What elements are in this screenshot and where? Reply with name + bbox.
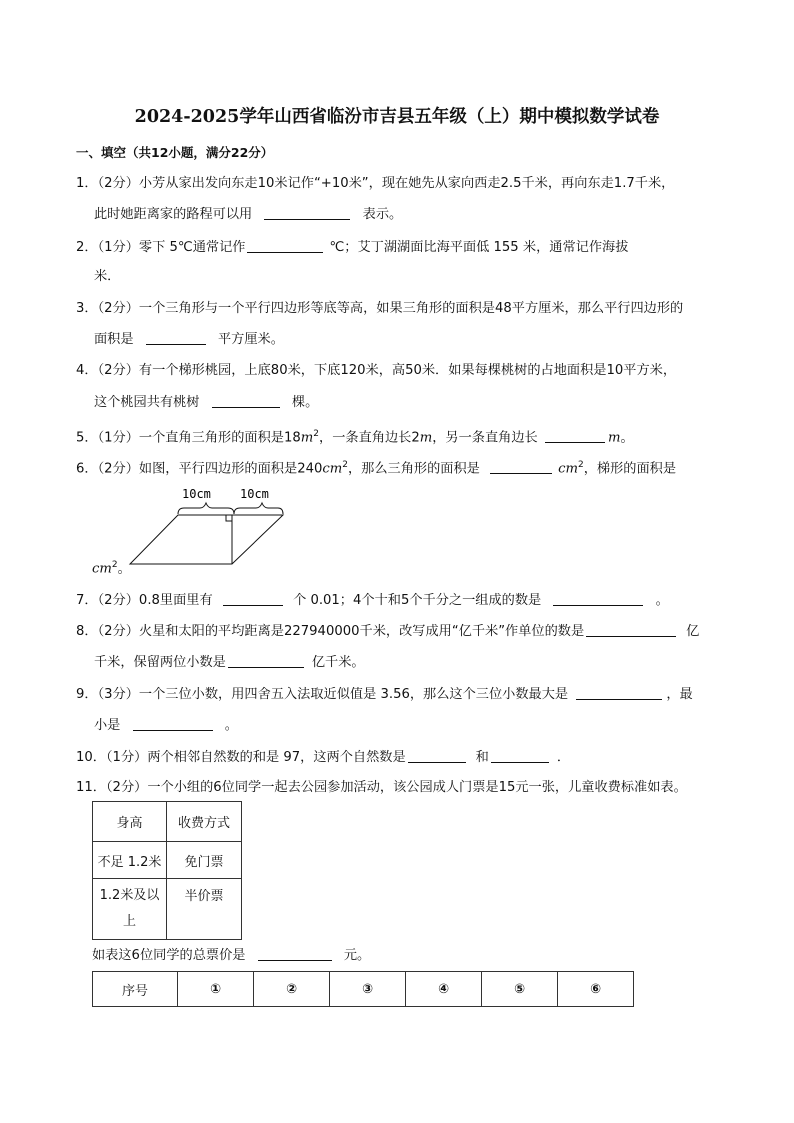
seq-cell: ① xyxy=(178,972,254,1007)
answer-blank[interactable] xyxy=(264,205,350,220)
question-4-line-1: 4．（2分）有一个梯形桃园，上底80米，下底120米，高50米．如果每棵桃树的占地面积是10平方米， xyxy=(76,363,677,378)
right-length-label: 10cm xyxy=(240,487,269,501)
question-3-line-2: 面积是 平方厘米。 xyxy=(94,332,284,347)
answer-blank[interactable] xyxy=(553,591,643,606)
question-9-line-2: 小是 。 xyxy=(94,718,238,733)
fee-table-cell: 1.2米及以上 xyxy=(93,879,167,940)
question-6-line-1: 6．（2分）如图，平行四边形的面积是$240cm^2$，那么三角形的面积是 $cm^2$，梯形的面积是 xyxy=(76,460,677,477)
answer-blank[interactable] xyxy=(491,748,549,763)
left-brace xyxy=(178,503,234,514)
fee-table xyxy=(92,801,242,940)
answer-blank[interactable] xyxy=(146,330,206,345)
question-1-line-2: 此时她距离家的路程可以用 表示。 xyxy=(94,207,403,222)
question-3-line-1: 3．（2分）一个三角形与一个平行四边形等底等高，如果三角形的面积是48平方厘米，那么平行四边形的 xyxy=(76,301,684,316)
answer-blank[interactable] xyxy=(490,459,552,474)
left-length-label: 10cm xyxy=(182,487,211,501)
question-5-line-1: 5．（1分）一个直角三角形的面积是$18m^2$，一条直角边长2m，另一条直角边长 m。 xyxy=(76,429,634,446)
fee-table-header: 收费方式 xyxy=(167,802,242,842)
answer-blank[interactable] xyxy=(212,393,280,408)
question-10-line-1: 10．（1分）两个相邻自然数的和是 97，这两个自然数是 和 ． xyxy=(76,750,571,765)
fee-table-cell: 半价票 xyxy=(167,879,242,940)
seq-cell: ⑥ xyxy=(558,972,634,1007)
question-2-line-1: 2．（1分）零下 5℃通常记作 ℃；艾丁湖湖面比海平面低 155 米，通常记作海拔 xyxy=(76,240,629,255)
question-8-line-2: 千米，保留两位小数是 亿千米。 xyxy=(94,655,365,670)
answer-blank[interactable] xyxy=(228,653,304,668)
right-brace xyxy=(234,503,283,514)
answer-blank[interactable] xyxy=(545,428,605,443)
fee-table-cell: 不足 1.2米 xyxy=(93,842,167,879)
seq-header: 序号 xyxy=(93,972,178,1007)
question-7-line-1: 7．（2分）0.8里面里有 个 0.01；4个十和5个千分之一组成的数是 。 xyxy=(76,593,669,608)
parallelogram-figure xyxy=(126,484,286,574)
question-2-line-2: 米． xyxy=(94,269,121,284)
seq-cell: ⑤ xyxy=(482,972,558,1007)
question-6-line-2: $cm^2$。 xyxy=(92,560,131,577)
question-8-line-1: 8．（2分）火星和太阳的平均距离是227940000千米，改写成用“亿千米”作单位的数是 亿 xyxy=(76,624,700,639)
section-heading: 一、填空（共12小题，满分22分） xyxy=(76,145,274,160)
answer-blank[interactable] xyxy=(247,238,323,253)
student-sequence-table xyxy=(92,971,634,1007)
right-angle-mark xyxy=(226,515,232,521)
answer-blank[interactable] xyxy=(408,748,466,763)
answer-blank[interactable] xyxy=(586,622,676,637)
question-11-line-1: 11．（2分）一个小组的6位同学一起去公园参加活动，该公园成人门票是15元一张，儿童收费标准如表。 xyxy=(76,780,687,795)
answer-blank[interactable] xyxy=(223,591,283,606)
seq-cell: ④ xyxy=(406,972,482,1007)
seq-cell: ② xyxy=(254,972,330,1007)
question-4-line-2: 这个桃园共有桃树 棵。 xyxy=(94,395,319,410)
fee-table-header: 身高 xyxy=(93,802,167,842)
answer-blank[interactable] xyxy=(258,946,332,961)
question-11-line-2: 如表这6位同学的总票价是 元。 xyxy=(92,948,371,963)
page-title: 2024-2025学年山西省临汾市吉县五年级（上）期中模拟数学试卷 xyxy=(134,107,660,127)
parallelogram-shape xyxy=(130,515,283,564)
question-1-line-1: 1．（2分）小芳从家出发向东走10米记作“+10米”，现在她先从家向西走2.5千米，再向东走1.7千米， xyxy=(76,176,675,191)
answer-blank[interactable] xyxy=(133,716,213,731)
question-9-line-1: 9．（3分）一个三位小数，用四舍五入法取近似值是 3.56，那么这个三位小数最大是 ，最 xyxy=(76,687,693,702)
fee-table-cell: 免门票 xyxy=(167,842,242,879)
seq-cell: ③ xyxy=(330,972,406,1007)
answer-blank[interactable] xyxy=(576,685,662,700)
